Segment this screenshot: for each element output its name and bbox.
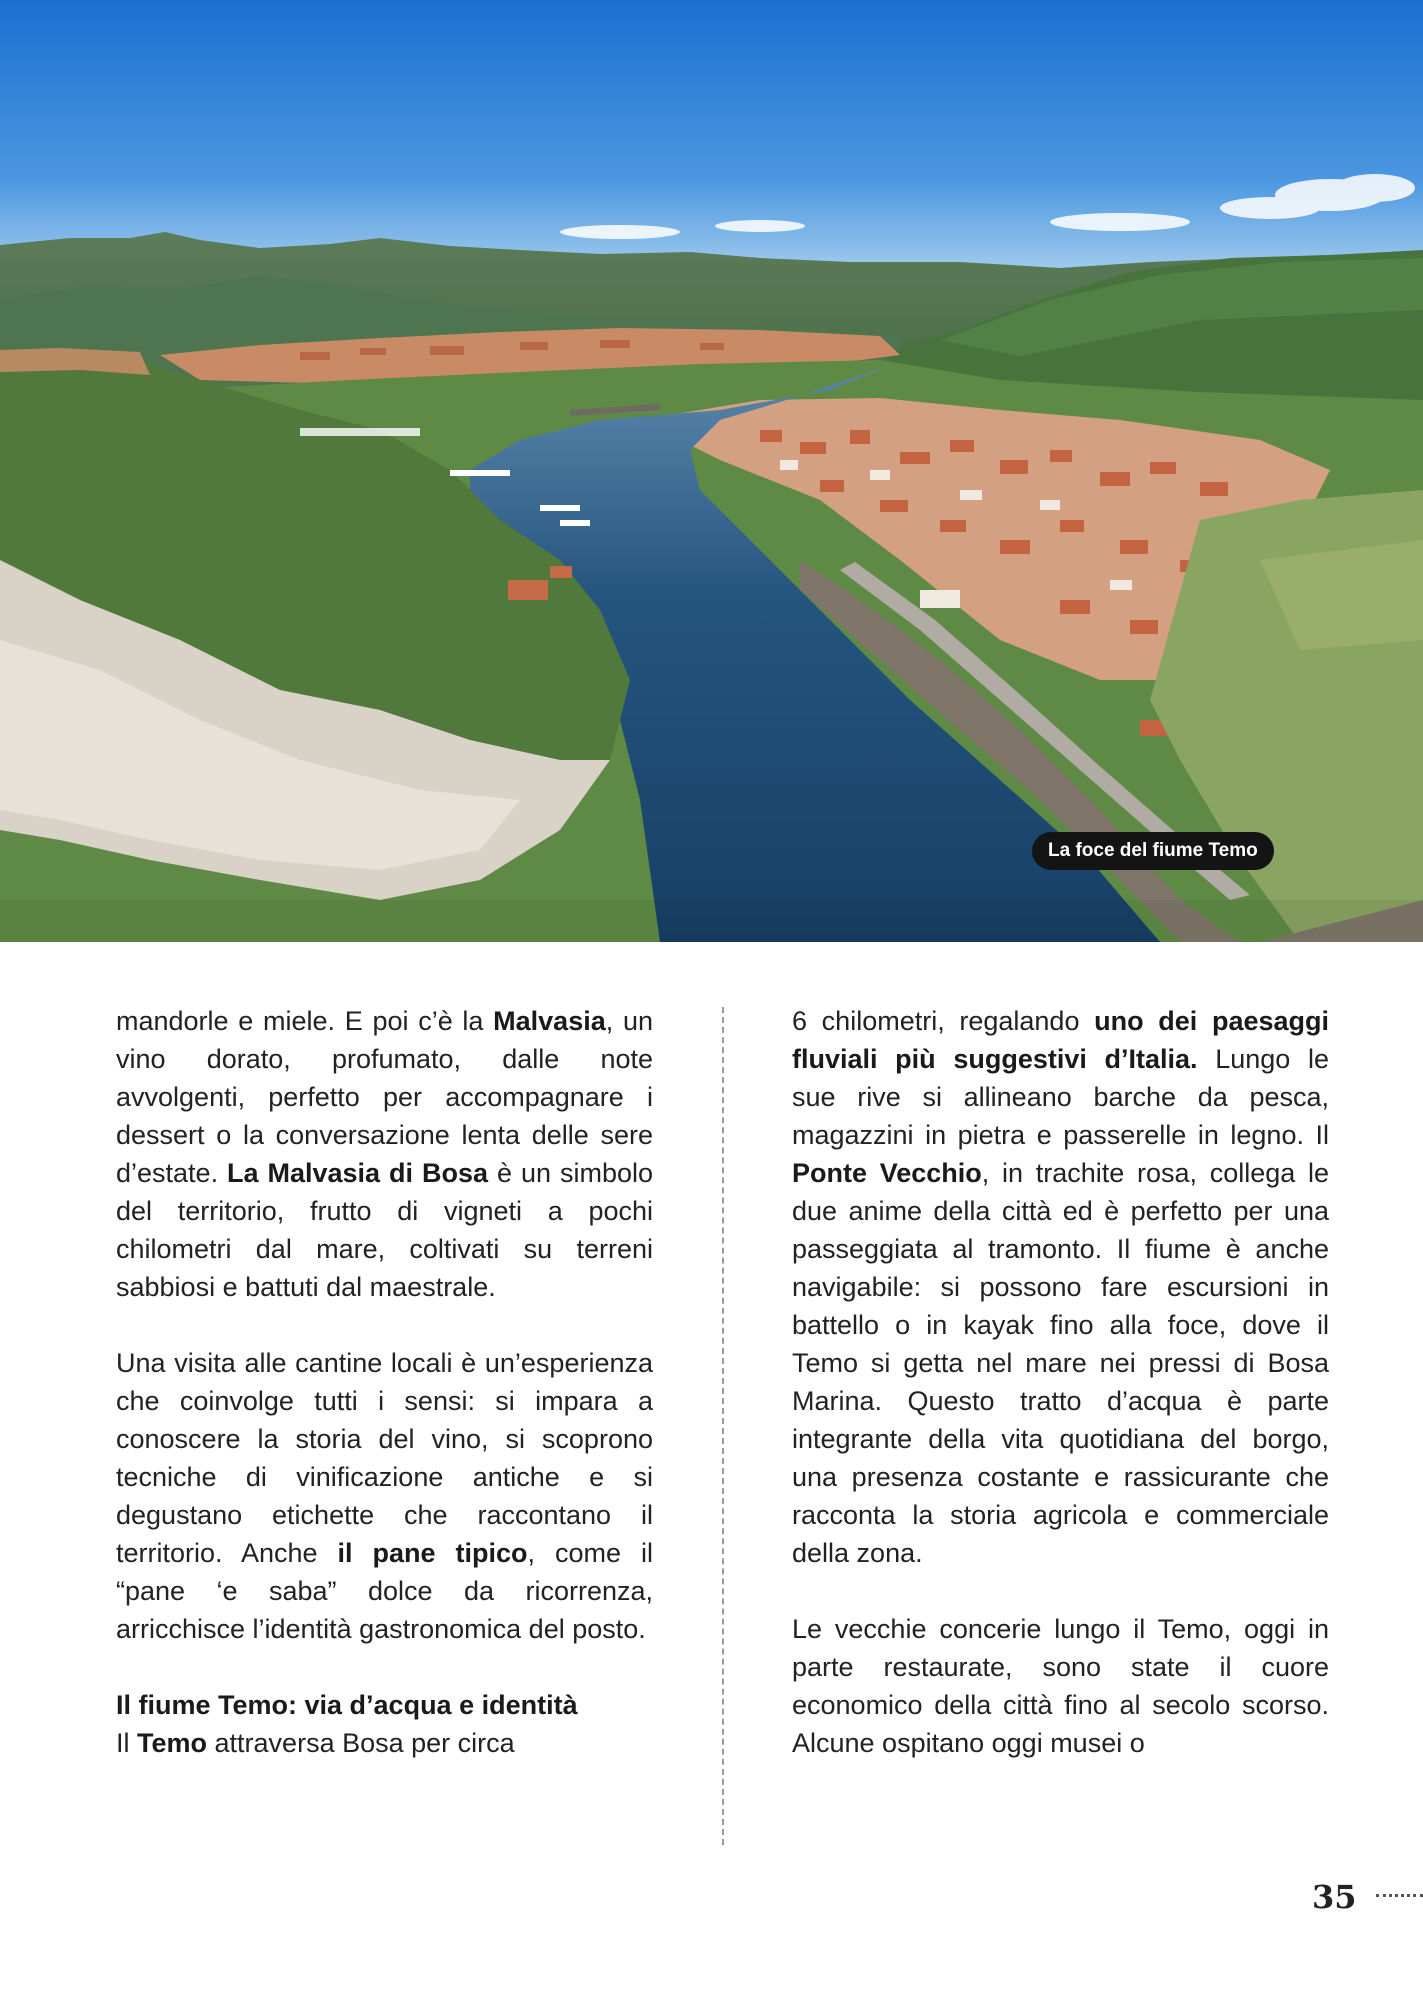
text-run: Il (116, 1728, 138, 1758)
text-run: mandorle e miele. E poi c’è la (116, 1006, 494, 1036)
text-run: , un vino dorato, profumato, dalle note avvolgenti, perfetto per accompagnare i dessert o la conversazione lenta delle sere d’estate. (116, 1006, 653, 1188)
paragraph-cantine (116, 1344, 653, 1648)
section-heading: Il fiume Temo: via d’acqua e identità (116, 1690, 578, 1720)
photo-caption: La foce del fiume Temo (1032, 832, 1274, 870)
bold-temo: Temo (137, 1728, 208, 1758)
text-run: , in trachite rosa, collega le due anime della città ed è perfetto per una passeggiata al tramonto. Il fiume è anche navigabile: si possono fare escursioni in battello o in kayak fino alla foce, dove il Temo si getta nel mare nei pressi di Bosa Marina. Questo tratto d’acqua è parte integrante della vita quotidiana del borgo, una presenza costante e rassicurante che racconta la storia agricola e commerciale della zona. (792, 1158, 1330, 1568)
right-column (792, 1002, 1329, 1762)
text-run: attraversa Bosa per circa (207, 1728, 515, 1758)
left-column (116, 1002, 653, 1762)
bold-paesaggi-fluviali: uno dei paesaggi fluviali più suggestivi d’Italia. (792, 1006, 1329, 1074)
bold-malvasia-di-bosa: La Malvasia di Bosa (227, 1158, 489, 1188)
bold-pane-tipico: il pane tipico (337, 1538, 528, 1568)
text-run: , come il “pane ‘e saba” dolce da ricorrenza, arricchisce l’identità gastronomica del posto. (116, 1538, 653, 1644)
bold-ponte-vecchio: Ponte Vecchio (792, 1158, 982, 1188)
paragraph-concerie: Le vecchie concerie lungo il Temo, oggi in parte restaurate, sono state il cuore economico della città fino al secolo scorso. Alcune ospitano oggi musei o (792, 1614, 1329, 1758)
page-number: 35 (1312, 1878, 1357, 1916)
text-run: è un simbolo del territorio, frutto di vigneti a pochi chilometri dal mare, coltivati su terreni sabbiosi e battuti dal maestrale. (116, 1158, 654, 1302)
text-run: Lungo le sue rive si allineano barche da pesca, magazzini in pietra e passerelle in legno. Il (792, 1044, 1329, 1150)
paragraph-temo-continued (792, 1002, 1329, 1572)
paragraph-malvasia (116, 1002, 653, 1306)
text-run: Una visita alle cantine locali è un’esperienza che coinvolge tutti i sensi: si impara a conoscere la storia del vino, si scoprono tecniche di vinificazione antiche e si degustano etichette che raccontano il territorio. Anche (116, 1348, 653, 1568)
column-divider (722, 1007, 724, 1845)
paragraph-temo-start (116, 1724, 653, 1762)
aerial-river-photo (0, 0, 1423, 942)
text-run: 6 chilometri, regalando (792, 1006, 1095, 1036)
hero-photo (0, 0, 1423, 942)
bold-malvasia: Malvasia (493, 1006, 606, 1036)
page-number-dots (1376, 1894, 1423, 1897)
